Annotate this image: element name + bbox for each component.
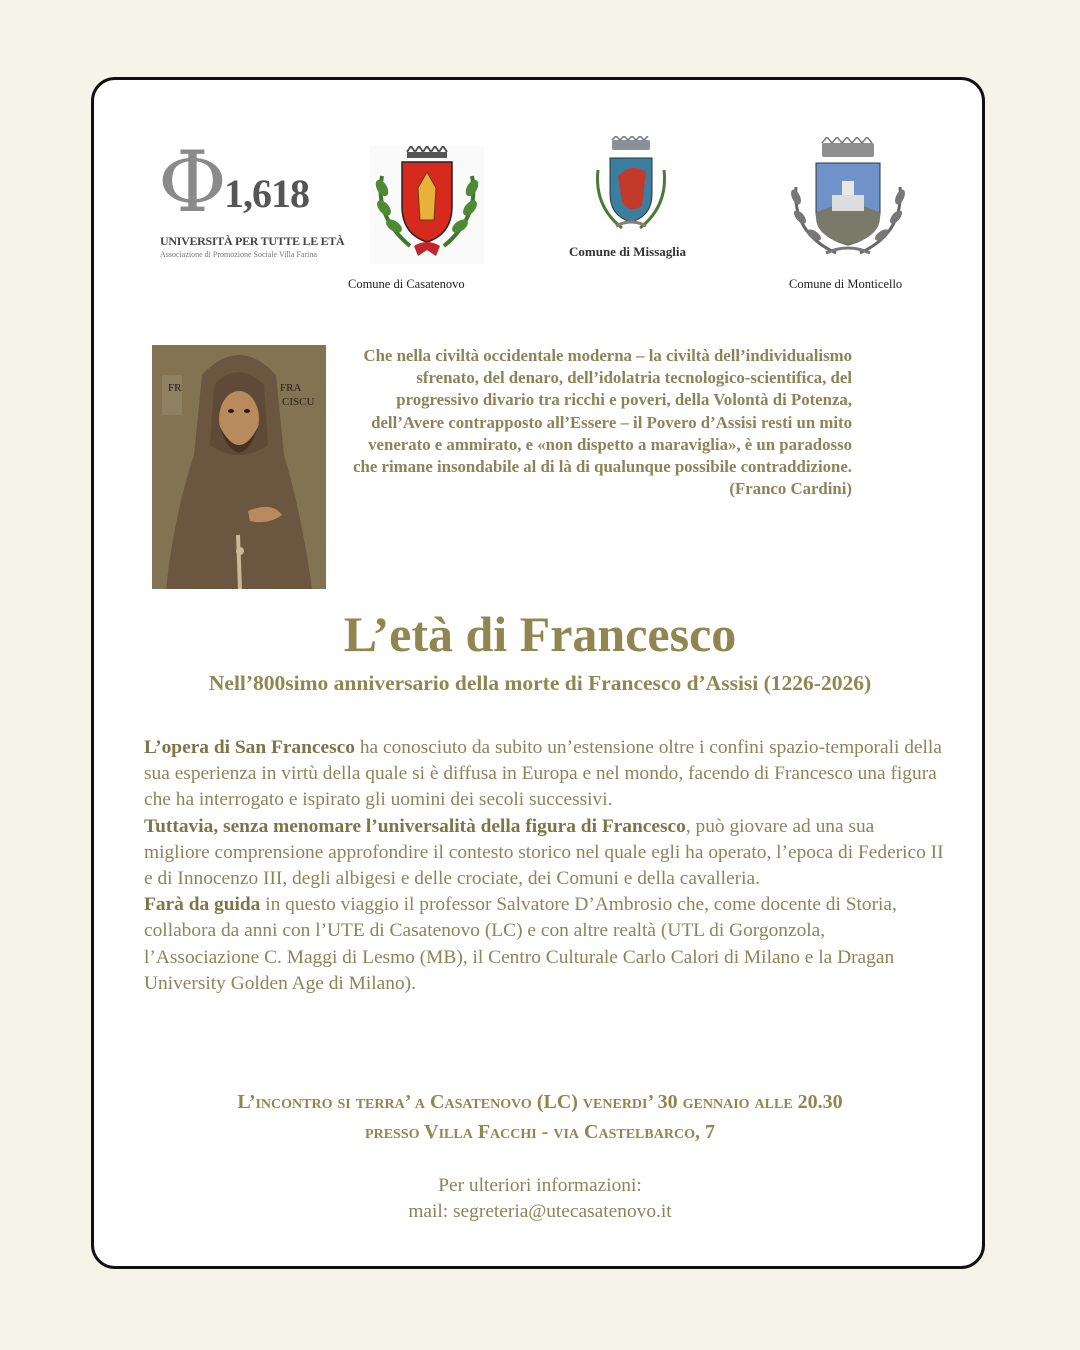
body-paragraph-3 xyxy=(144,892,944,997)
body-text xyxy=(144,735,944,997)
ute-logo-tagline: Associazione di Promozione Sociale Villa Farina xyxy=(160,250,317,259)
casatenovo-caption: Comune di Casatenovo xyxy=(348,277,465,291)
svg-text:FR: FR xyxy=(168,382,182,394)
cardini-quote xyxy=(340,345,852,500)
quote-text: Che nella civiltà occidentale moderna – la civiltà dell’individualismo sfrenato, del denaro, dell’idolatria tecnologico-scientifica, del progressivo divario tra ricchi e poveri, della Volontà di Potenza, dell’Avere contrapposto all’Essere – il Povero d’Assisi resti un mito venerato e ammirato, e «non dispetto a maraviglia», è un paradosso che rimane insondabile al di là di qualunque possibile contraddizione. xyxy=(353,346,852,477)
casatenovo-coat-of-arms-icon xyxy=(370,146,484,264)
body-p2-text: , può giovare ad una sua migliore comprensione approfondire il contesto storico nel quale egli ha operato, l’epoca di Federico II e di Innocenzo III, degli albigesi e delle crociate, dei Comuni e della cavalleria. xyxy=(144,815,944,890)
body-paragraph-1 xyxy=(144,735,944,814)
ute-logo-name: UNIVERSITÀ PER TUTTE LE ETÀ xyxy=(160,234,345,248)
page-subtitle: Nell’800simo anniversario della morte di Francesco d’Assisi (1226-2026) xyxy=(208,671,872,695)
page-title: L’età di Francesco xyxy=(343,606,737,662)
ute-logo xyxy=(158,133,345,266)
missaglia-caption: Comune di Missaglia xyxy=(569,244,687,259)
missaglia-coat-of-arms-icon xyxy=(592,136,670,240)
monticello-coat-of-arms-icon xyxy=(786,137,910,265)
body-p2-bold: Tuttavia, senza menomare l’universalità della figura di Francesco xyxy=(144,815,686,837)
quote-author: (Franco Cardini) xyxy=(729,479,852,499)
info-email: mail: segreteria@utecasatenovo.it xyxy=(408,1201,672,1222)
saint-francis-portrait xyxy=(152,345,326,589)
event-line-2: presso Villa Facchi - via Castelbarco, 7 xyxy=(365,1121,715,1143)
event-details xyxy=(0,1087,1080,1147)
contact-info xyxy=(0,1173,1080,1225)
monticello-caption: Comune di Monticello xyxy=(789,277,903,291)
body-p1-text: ha conosciuto da subito un’estensione oltre i confini spazio-temporali della sua esperienza in virtù della quale si è diffusa in Europa e nel mondo, facendo di Francesco una figura che ha interrogato e ispirato gli uomini dei secoli successivi. xyxy=(144,737,942,811)
ute-logo-number: 1,618 xyxy=(224,171,309,216)
svg-text:FRA: FRA xyxy=(280,382,302,394)
body-paragraph-2 xyxy=(144,814,944,893)
info-label: Per ulteriori informazioni: xyxy=(438,1175,642,1196)
phi-symbol-icon: Φ xyxy=(158,133,227,231)
event-line-1: L’incontro si terra’ a Casatenovo (LC) venerdi’ 30 gennaio alle 20.30 xyxy=(237,1091,843,1113)
svg-text:CISCU: CISCU xyxy=(282,396,315,408)
body-p3-text: in questo viaggio il professor Salvatore D’Ambrosio che, come docente di Storia, collabora da anni con l’UTE di Casatenovo (LC) e con altre realtà (UTL di Gorgonzola, l’Associazione C. Maggi di Lesmo (MB), il Centro Culturale Carlo Calori di Milano e la Dragan University Golden Age di Milano). xyxy=(144,894,897,994)
body-p1-bold: L’opera di San Francesco xyxy=(144,737,355,758)
body-p3-bold: Farà da guida xyxy=(144,894,261,916)
